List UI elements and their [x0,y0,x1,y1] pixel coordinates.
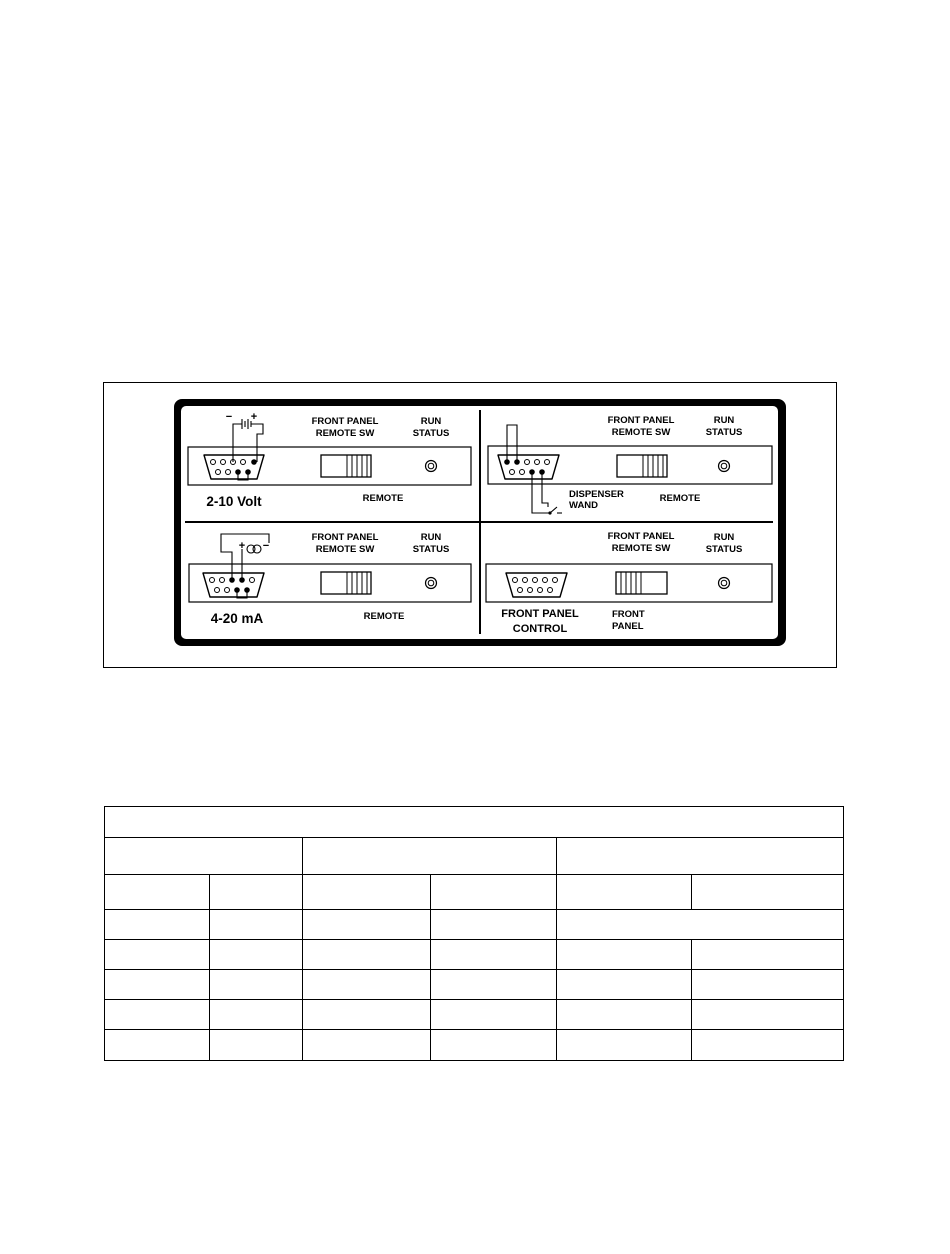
source-minus-sign: − [262,540,270,552]
table-cell [303,875,431,910]
table-cell [105,875,210,910]
table-cell [431,940,557,970]
table-cell [210,875,303,910]
table-cell [303,1030,431,1061]
table-row [105,1000,844,1030]
db9-connector-icon [506,573,567,597]
switch-header-line2: REMOTE SW [315,428,375,439]
table-cell [210,1000,303,1030]
connector-pin-active [251,459,257,465]
table-cell [210,910,303,940]
table-cell [557,940,692,970]
switch-header-line1: FRONT PANEL [311,532,379,543]
table-row [105,875,844,910]
table-group-header [303,838,557,875]
source-plus-sign: + [250,411,258,423]
remote-switch [321,455,371,477]
switch-header-line2: REMOTE SW [611,427,671,438]
table-cell [105,910,210,940]
status-header-line2: STATUS [705,544,743,555]
switch-position-label: REMOTE [362,493,404,504]
table-row [105,970,844,1000]
table-cell [692,1030,844,1061]
remote-control-panel-diagram [104,383,838,669]
table-cell [557,1000,692,1030]
wand-switch-contact [548,511,551,514]
table-cell [431,875,557,910]
db9-connector-icon [203,573,264,597]
table-cell [303,1000,431,1030]
table-row [105,807,844,838]
table-group-header [105,838,303,875]
device-label-line1: DISPENSER [569,489,624,500]
table-cell [431,910,557,940]
switch-header-line1: FRONT PANEL [607,415,675,426]
device-label-line2: WAND [569,500,599,511]
table-cell [692,1000,844,1030]
switch-position-line1: FRONT [612,609,645,620]
status-header-line1: RUN [420,416,442,427]
table-cell [303,910,431,940]
switch-header-line2: REMOTE SW [315,544,375,555]
table-row [105,910,844,940]
status-header-line2: STATUS [412,428,450,439]
table-title-cell [105,807,844,838]
table-cell [557,1030,692,1061]
switch-position-line2: PANEL [612,621,644,632]
table-cell [431,1030,557,1061]
diagram-frame [103,382,837,668]
status-header-line1: RUN [713,415,735,426]
table-group-header [557,838,844,875]
source-plus-sign: + [238,540,246,552]
table-cell [557,875,692,910]
table-cell [557,910,844,940]
table-cell [105,940,210,970]
specification-table [104,806,844,1061]
switch-position-label: REMOTE [659,493,701,504]
switch-header-line1: FRONT PANEL [311,416,379,427]
switch-position-label: REMOTE [363,611,405,622]
status-header-line1: RUN [420,532,442,543]
source-minus-sign: − [225,411,233,423]
table-cell [210,1030,303,1061]
table-cell [557,970,692,1000]
table-cell [431,970,557,1000]
table-cell [105,1000,210,1030]
table-cell [210,940,303,970]
mode-label-line2: CONTROL [512,623,568,635]
status-header-line2: STATUS [412,544,450,555]
mode-label: 2-10 Volt [206,494,262,509]
switch-header-line1: FRONT PANEL [607,531,675,542]
mode-label-line1: FRONT PANEL [501,608,579,620]
table-row [105,940,844,970]
status-header-line1: RUN [713,532,735,543]
table-cell [692,970,844,1000]
remote-switch [321,572,371,594]
table-cell [303,940,431,970]
table-cell [692,940,844,970]
table-cell [105,970,210,1000]
table-cell [431,1000,557,1030]
switch-header-line2: REMOTE SW [611,543,671,554]
table-cell [105,1030,210,1061]
status-header-line2: STATUS [705,427,743,438]
mode-label: 4-20 mA [210,611,264,626]
db9-connector-icon [204,455,264,479]
table-cell [692,875,844,910]
remote-switch [617,455,667,477]
table-cell [303,970,431,1000]
table-row [105,1030,844,1061]
table-cell [210,970,303,1000]
table-row [105,838,844,875]
